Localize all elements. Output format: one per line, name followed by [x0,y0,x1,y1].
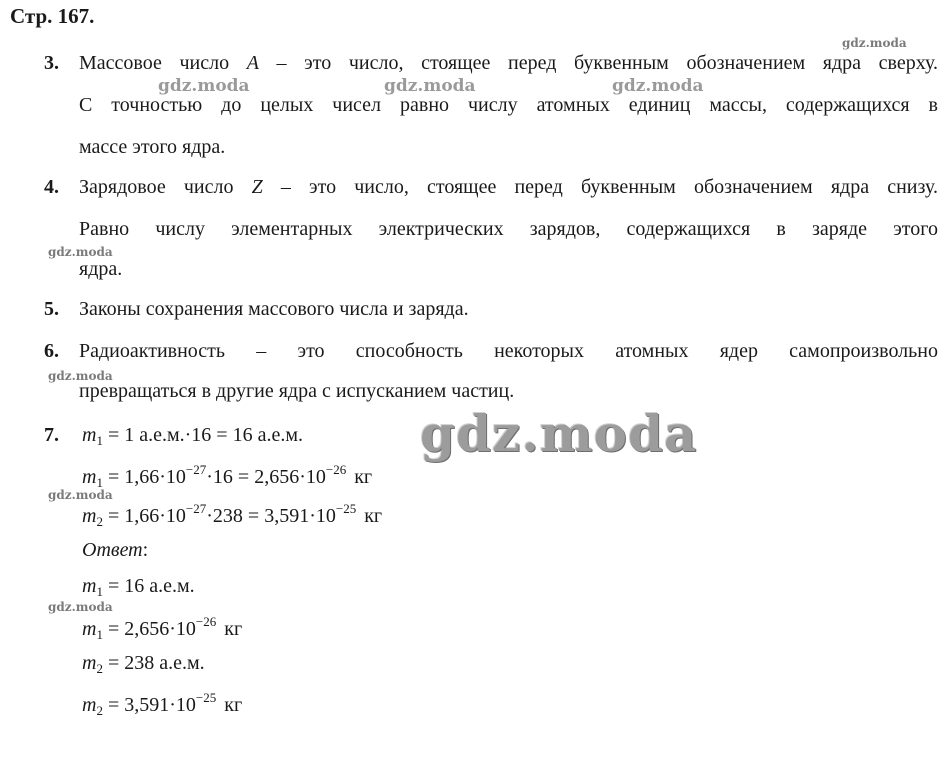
item-text-line: С точностью до целых чисел равно числу атомных единиц массы, содержащихся в [79,94,938,116]
answer-line: $m_2 = 3,591\cdot 10^{-25}$ кг [82,690,243,718]
symbol-z: Z [251,176,263,198]
watermark: gdz.moda [48,369,113,383]
watermark: gdz.moda [384,76,476,96]
watermark: gdz.moda [48,600,113,614]
item-text-line: Радиоактивность – это способность некоторых атомных ядер самопроизвольно [79,340,938,362]
watermark-large: gdz.moda [420,404,698,463]
item-text-line: Массовое число A – это число, стоящее перед буквенным обозначением ядра сверху. [79,52,938,74]
symbol-a: A [246,52,259,74]
watermark: gdz.moda [158,76,250,96]
page-title: Стр. 167. [10,4,95,28]
item-number: 6. [44,340,59,362]
item-number: 4. [44,176,59,198]
item-text-line: превращаться в другие ядра с испусканием частиц. [79,380,515,402]
watermark: gdz.moda [842,36,907,50]
item-text-line: ядра. [79,258,123,280]
watermark: gdz.moda [48,245,113,259]
answer-line: $m_2 = 238$ а.е.м. [82,652,205,676]
watermark: gdz.moda [612,76,704,96]
formula-line: $m_1 = 1$ а.е.м.·16 = 16 а.е.м. [82,424,303,448]
formula-line: $m_1 = 1,66\cdot 10^{-27}\cdot 16 = 2,656\cdot 10^{-26}$ кг [82,462,373,490]
item-number: 3. [44,52,59,74]
item-text-line: Законы сохранения массового числа и заряда. [79,298,469,320]
answer-label: Ответ: [82,539,149,561]
answer-line: $m_1 = 2,656\cdot 10^{-26}$ кг [82,614,243,642]
watermark: gdz.moda [48,488,113,502]
item-number: 5. [44,298,59,320]
item-text-line: Равно числу элементарных электрических зарядов, содержащихся в заряде этого [79,218,938,240]
item-text-line: Зарядовое число Z – это число, стоящее перед буквенным обозначением ядра снизу. [79,176,938,198]
formula-line: $m_2 = 1,66\cdot 10^{-27}\cdot 238 = 3,591\cdot 10^{-25}$ кг [82,501,383,529]
item-text-line: массе этого ядра. [79,136,226,158]
item-number: 7. [44,424,59,446]
answer-line: $m_1 = 16$ а.е.м. [82,575,195,599]
